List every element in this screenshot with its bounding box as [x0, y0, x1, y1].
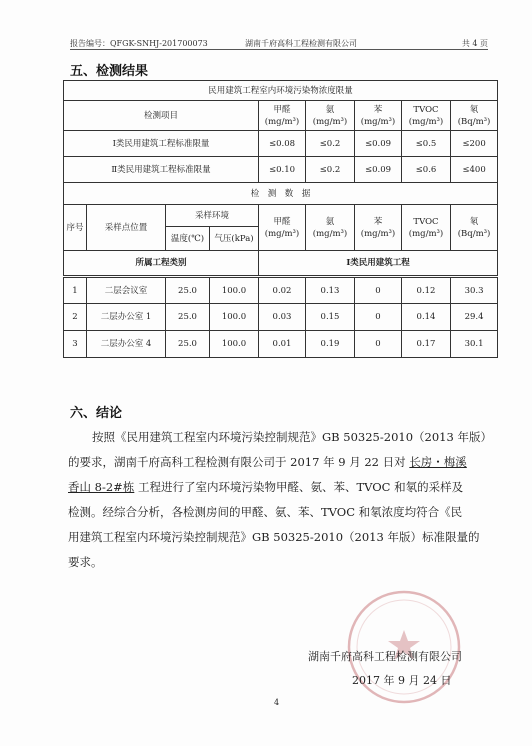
- conclusion-line: 香山 8-2#栋 工程进行了室内环境污染物甲醛、氨、苯、TVOC 和氡的采样及: [68, 480, 464, 494]
- radon-header: 氡 (Bq/m³): [451, 205, 498, 251]
- limit-formaldehyde-header: 甲醛 (mg/m³): [259, 101, 306, 131]
- project-building: 香山 8-2#栋: [68, 480, 135, 494]
- table-row: 1 二层会议室 25.0 100.0 0.02 0.13 0 0.12 30.3: [64, 277, 498, 304]
- conclusion-line: 的要求，湖南千府高科工程检测有限公司于 2017 年 9 月 22 日对 长房・梅溪: [68, 455, 467, 469]
- temp-header: 温度(℃): [166, 227, 210, 251]
- signature-company: 湖南千府高科工程检测有限公司: [308, 650, 462, 663]
- ammonia-header: 氨 (mg/m³): [306, 205, 355, 251]
- signature-date: 2017 年 9 月 24 日: [352, 674, 452, 687]
- table-row: 2 二层办公室 1 25.0 100.0 0.03 0.15 0 0.14 29.4: [64, 304, 498, 331]
- limit-ammonia-header: 氨 (mg/m³): [306, 101, 355, 131]
- limit-benzene-header: 苯 (mg/m³): [355, 101, 402, 131]
- page-header: [70, 38, 488, 50]
- section6-title: 六、结论: [70, 406, 123, 421]
- category-value: Ⅰ类民用建筑工程: [259, 251, 498, 277]
- conclusion-line: 用建筑工程室内环境污染控制规范》GB 50325-2010（2013 年版）标准限量的: [68, 530, 480, 544]
- no-header: 序号: [64, 205, 87, 251]
- limit-row: Ⅱ类民用建筑工程标准限量 ≤0.10 ≤0.2 ≤0.09 ≤0.6 ≤400: [64, 157, 498, 183]
- limit-radon-header: 氡 (Bq/m³): [451, 101, 498, 131]
- limit-item-header: 检测项目: [64, 101, 259, 131]
- page-number: 4: [274, 698, 280, 707]
- total-pages: 共 4 页: [461, 39, 488, 48]
- conclusion-line: 按照《民用建筑工程室内环境污染控制规范》GB 50325-2010（2013 年版）: [92, 430, 492, 444]
- tvoc-header: TVOC (mg/m³): [402, 205, 451, 251]
- conclusion-paragraph: [68, 425, 502, 575]
- conclusion-line: 检测。经综合分析，各检测房间的甲醛、氨、苯、TVOC 和氡浓度均符合《民: [68, 505, 463, 519]
- section5-title: 五、检测结果: [70, 64, 149, 79]
- formaldehyde-header: 甲醛 (mg/m³): [259, 205, 306, 251]
- location-header: 采样点位置: [87, 205, 166, 251]
- limit-tvoc-header: TVOC (mg/m³): [402, 101, 451, 131]
- results-table: [63, 80, 498, 358]
- table-row: 3 二层办公室 4 25.0 100.0 0.01 0.19 0 0.17 30.1: [64, 331, 498, 358]
- report-number: 报告编号：QFGK-SNHJ-201700073: [70, 39, 208, 48]
- limit-row: Ⅰ类民用建筑工程标准限量 ≤0.08 ≤0.2 ≤0.09 ≤0.5 ≤200: [64, 131, 498, 157]
- company-seal: [345, 588, 463, 706]
- header-company: 湖南千府高科工程检测有限公司: [245, 39, 357, 48]
- project-name: 长房・梅溪: [409, 455, 467, 469]
- env-header: 采样环境: [166, 205, 259, 227]
- limit-table-title: 民用建筑工程室内环境污染物浓度限量: [64, 81, 498, 101]
- benzene-header: 苯 (mg/m³): [355, 205, 402, 251]
- pressure-header: 气压(kPa): [210, 227, 259, 251]
- data-table-title: 检 测 数 据: [64, 183, 498, 205]
- conclusion-line: 要求。: [68, 555, 103, 569]
- category-label: 所属工程类别: [64, 251, 259, 277]
